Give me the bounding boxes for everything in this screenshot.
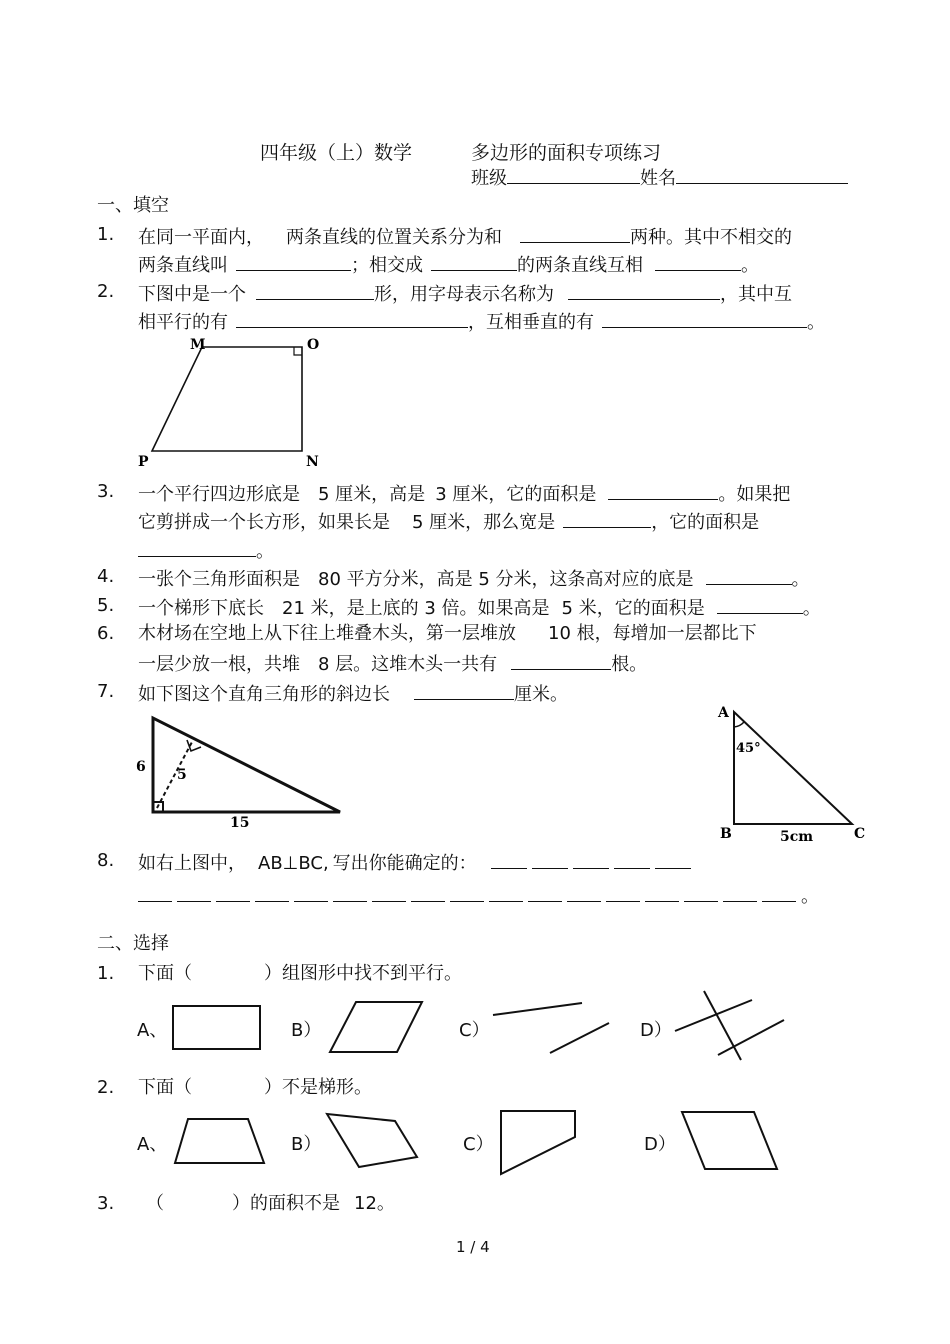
text: 10 根，每增加一层都比下: [548, 623, 757, 644]
text: 。: [256, 541, 274, 562]
text: 两条直线叫: [138, 255, 228, 276]
text: 的两条直线互相: [517, 255, 643, 276]
question-number: 2.: [97, 1077, 115, 1098]
text: 一张个三角形面积是: [138, 569, 300, 590]
page-title-right: 多边形的面积专项练习: [471, 142, 662, 164]
text: 21 米，是上底的 3 倍。如果高是: [282, 598, 550, 619]
text: 一层少放一根，共堆: [138, 654, 300, 675]
question-number: 3.: [97, 1193, 115, 1214]
text: 写出你能确定的：: [332, 853, 477, 874]
text: ）组图形中找不到平行。: [264, 963, 462, 984]
quadrilateral-shape: [327, 1114, 417, 1167]
text: 5 米，它的面积是: [561, 598, 705, 619]
trapezoid-shape: [175, 1119, 264, 1163]
vertex-label-c: C: [854, 826, 866, 842]
text: ，其中互: [720, 284, 792, 305]
text: 相平行的有: [138, 312, 228, 333]
class-label: 班级: [471, 168, 507, 189]
parallelogram-shape: [682, 1112, 777, 1169]
text: 如右上图中，: [138, 853, 246, 874]
text: 如下图这个直角三角形的斜边长: [138, 684, 390, 705]
text: 3 厘米，它的面积是: [435, 484, 597, 505]
text: AB⊥BC,: [258, 853, 329, 874]
question-number: 4.: [97, 566, 115, 587]
text: 下图中是一个: [138, 284, 246, 305]
question-number: 8.: [97, 850, 115, 871]
vertex-label-o: O: [307, 337, 320, 353]
text: 形，用字母表示名称为: [374, 284, 554, 305]
vertex-label-p: P: [138, 454, 149, 470]
name-label: 姓名: [640, 168, 676, 189]
section-heading-choice: 二、选择: [97, 933, 169, 954]
option-d-label[interactable]: D）: [644, 1134, 676, 1155]
page-title-left: 四年级（上）数学: [260, 142, 413, 164]
question-number: 5.: [97, 595, 115, 616]
option-b-label[interactable]: B）: [291, 1020, 322, 1041]
base-label-15: 15: [230, 815, 250, 831]
text: 。: [807, 312, 825, 333]
option-c-label[interactable]: C）: [459, 1020, 490, 1041]
text: ）不是梯形。: [264, 1077, 372, 1098]
option-d-label[interactable]: D）: [640, 1020, 672, 1041]
angle-label: 45°: [736, 741, 761, 756]
question-number: 2.: [97, 281, 115, 302]
text: ；相交成: [351, 255, 423, 276]
text: 。: [791, 569, 810, 590]
text: 厘米。: [514, 684, 568, 705]
question-number: 1.: [97, 224, 115, 245]
option-a-label[interactable]: A、: [137, 1020, 168, 1041]
vertex-label-b: B: [720, 826, 732, 842]
text: 木材场在空地上从下往上堆叠木头，第一层堆放: [138, 623, 516, 644]
text: 8 层。这堆木头一共有: [318, 654, 498, 675]
text: 5 厘米，高是: [318, 484, 426, 505]
text: 5 厘米，那么宽是: [412, 512, 556, 533]
choice-question-3: [146, 1194, 395, 1214]
vertex-label-m: M: [190, 337, 206, 353]
vertex-label-n: N: [306, 454, 319, 470]
option-a-label[interactable]: A、: [137, 1134, 168, 1155]
section-heading-fill: 一、填空: [97, 195, 169, 216]
text: 80 平方分米，高是 5 分米，这条高对应的底是: [318, 569, 694, 590]
text: 。如果把: [718, 484, 791, 505]
text: 。: [802, 598, 821, 619]
question-number: 7.: [97, 681, 115, 702]
text: 。: [801, 886, 819, 907]
text: 一个梯形下底长: [138, 598, 264, 619]
text: 在同一平面内，: [138, 227, 264, 248]
text: ，它的面积是: [651, 512, 760, 533]
question-number: 6.: [97, 623, 115, 644]
side-label-6: 6: [136, 759, 146, 775]
text: 12。: [354, 1193, 395, 1214]
text: 它剪拼成一个长方形，如果长是: [138, 512, 390, 533]
question-number: 3.: [97, 481, 115, 502]
text: 两条直线的位置关系分为和: [286, 227, 502, 248]
altitude-label-5: 5: [177, 767, 187, 783]
vertex-label-a: A: [718, 705, 729, 721]
text: 一个平行四边形底是: [138, 484, 300, 505]
option-b-label[interactable]: B）: [291, 1134, 322, 1155]
right-trapezoid-shape: [501, 1111, 575, 1174]
page-number: 1 / 4: [456, 1238, 490, 1256]
base-length-label: 5cm: [780, 829, 814, 845]
text: ）的面积不是: [232, 1193, 340, 1214]
text: 下面（: [138, 963, 192, 984]
text: 下面（: [138, 1077, 192, 1098]
option-c-label[interactable]: C）: [463, 1134, 494, 1155]
question-number: 1.: [97, 963, 115, 984]
text: （: [146, 1193, 164, 1214]
text: 两种。其中不相交的: [630, 227, 792, 248]
text: ，互相垂直的有: [468, 312, 594, 333]
text: 根。: [611, 654, 648, 675]
text: 。: [741, 255, 759, 276]
